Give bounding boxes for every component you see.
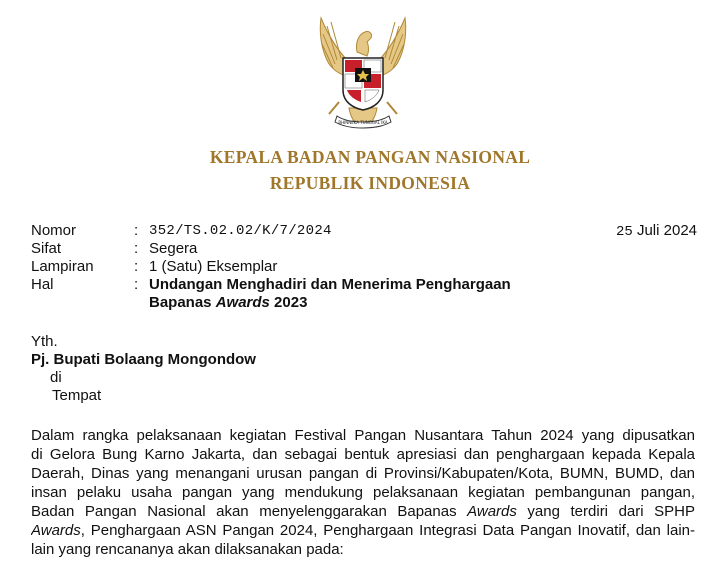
greeting: Yth. bbox=[31, 333, 58, 350]
body-line: lain yang rencananya akan dilaksanakan pada: bbox=[31, 541, 344, 558]
letterhead-title: KEPALA BADAN PANGAN NASIONAL bbox=[209, 147, 531, 167]
body-line: Daerah, Dinas yang menangani urusan pangan di Provinsi/Kabupaten/Kota, BUMN, BUMD, dan bbox=[31, 465, 695, 482]
letter-meta bbox=[31, 222, 511, 312]
garuda-emblem-icon bbox=[299, 12, 427, 140]
meta-row-hal-cont bbox=[31, 294, 511, 312]
recipient-block bbox=[31, 333, 256, 405]
meta-row-hal bbox=[31, 276, 511, 294]
meta-row-lampiran bbox=[31, 258, 511, 276]
meta-row-sifat bbox=[31, 240, 511, 258]
date-day: 25 bbox=[615, 224, 633, 240]
nomor-value: 352/TS.02.02/K/7/2024 bbox=[149, 223, 332, 239]
sifat-label: Sifat bbox=[31, 240, 62, 257]
separator: : bbox=[134, 240, 139, 257]
separator: : bbox=[134, 258, 139, 275]
emblem-motto: BHINNEKA TUNGGAL IKA bbox=[338, 120, 388, 125]
hal-value-line1: Undangan Menghadiri dan Menerima Penghargaan bbox=[149, 276, 511, 293]
separator: : bbox=[134, 276, 139, 293]
recipient-place: Tempat bbox=[52, 387, 102, 404]
lampiran-value: 1 (Satu) Eksemplar bbox=[149, 258, 278, 275]
hal-label: Hal bbox=[31, 276, 54, 293]
sifat-value: Segera bbox=[149, 240, 198, 257]
recipient-name: Pj. Bupati Bolaang Mongondow bbox=[31, 351, 256, 368]
nomor-label: Nomor bbox=[31, 222, 77, 239]
letter-body bbox=[31, 426, 695, 559]
hal-value-line2: Bapanas Awards 2023 bbox=[149, 294, 308, 311]
recipient-at: di bbox=[50, 369, 62, 386]
letterhead-subtitle: REPUBLIK INDONESIA bbox=[269, 173, 471, 193]
body-line: Badan Pangan Nasional akan menyelenggarakan Bapanas Awards yang terdiri dari SPHP bbox=[31, 503, 695, 520]
separator: : bbox=[134, 222, 139, 239]
date-month-year: Juli 2024 bbox=[636, 222, 697, 239]
letter-date bbox=[616, 222, 697, 241]
body-line: Dalam rangka pelaksanaan kegiatan Festival Pangan Nusantara Tahun 2024 yang dipusatkan bbox=[31, 427, 695, 444]
body-line: insan pelaku usaha pangan yang mendukung pelaksanaan kegiatan pembangunan pangan, bbox=[31, 484, 695, 501]
body-line: Awards, Penghargaan ASN Pangan 2024, Penghargaan Integrasi Data Pangan Inovatif, dan lain- bbox=[31, 522, 695, 539]
lampiran-label: Lampiran bbox=[31, 258, 94, 275]
body-line: di Gelora Bung Karno Jakarta, dan sebagai bentuk apresiasi dan penghargaan kepada Kepala bbox=[31, 446, 695, 463]
meta-row-nomor bbox=[31, 222, 511, 240]
